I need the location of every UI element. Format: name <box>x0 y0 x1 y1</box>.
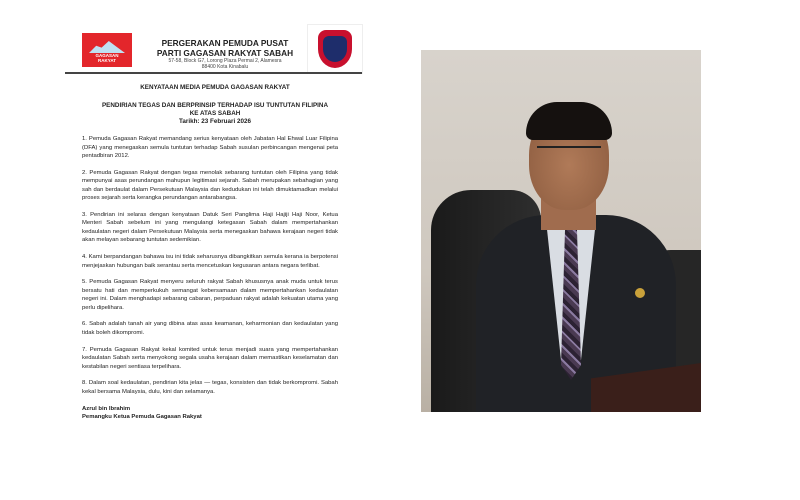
paragraph: 3. Pendirian ini selaras dengan kenyataan Datuk Seri Panglima Haji Hajiji Haji Noor, Ketua Menteri Sabah sebelum ini yang mengulangi ketegasan Sabah dalam mempertahankan kedaulatan negeri dalam Persekutuan Malaysia serta menegaskan bahawa kerajaan negeri tidak akan melayan sebarang tuntutan sedemikian. <box>82 211 338 244</box>
lapel-pin <box>635 288 645 298</box>
paragraph: 2. Pemuda Gagasan Rakyat dengan tegas menolak sebarang tuntutan oleh Filipina yang tidak mempunyai asas perundangan mahupun legitimasi sejarah. Sabah merupakan sebahagian yang sah dan berdaulat dalam Persekutuan Malaysia dan kedudukan ini telah dimuktamadkan melalui proses sejarah serta kerangka perundangan antarabangsa. <box>82 169 338 202</box>
paragraph: 7. Pemuda Gagasan Rakyat kekal komited untuk terus menjadi suara yang mempertahankan kedaulatan Sabah serta menyokong segala usaha kerajaan dalam memastikan keselamatan dan kestabilan negeri sentiasa terpelihara. <box>82 346 338 370</box>
signature-position: Pemangku Ketua Pemuda Gagasan Rakyat <box>82 414 202 420</box>
letterhead <box>135 38 315 70</box>
paragraph: 1. Pemuda Gagasan Rakyat memandang serius kenyataan oleh Jabatan Hal Ehwal Luar Filipina (DFA) yang menegaskan semula tuntutan terhadap Sabah susulan perbincangan mengenai peta pentadbiran 2012. <box>82 136 338 159</box>
statement-date: Tarikh: 23 Februari 2026 <box>179 118 251 125</box>
org-line1: PERGERAKAN PEMUDA PUSAT <box>161 38 289 48</box>
statement-body <box>82 135 338 422</box>
press-statement-document <box>65 20 365 470</box>
org-line2: PARTI GAGASAN RAKYAT SABAH <box>156 48 294 58</box>
title-line1: PENDIRIAN TEGAS DAN BERPRINSIP TERHADAP ISU TUNTUTAN FILIPINA <box>101 102 328 109</box>
title-line2: KE ATAS SABAH <box>189 110 241 117</box>
paragraph: 6. Sabah adalah tanah air yang dibina atas asas keamanan, keharmonian dan kedaulatan yang tidak boleh dikompromi. <box>82 321 338 336</box>
signature-name: Azrul bin Ibrahim <box>82 405 131 412</box>
paragraph: 8. Dalam soal kedaulatan, pendirian kita jelas — tegas, konsisten dan tidak berkompromi. Sabah kekal bersama Malaysia, dulu, kini dan selamanya. <box>82 380 338 395</box>
glasses <box>537 146 601 158</box>
header-divider <box>65 72 362 74</box>
pemuda-shield-logo <box>307 24 363 74</box>
paragraph: 4. Kami berpandangan bahawa isu ini tidak seharusnya dibangkitkan semula kerana ia berpotensi menjejaskan hubungan baik serantau serta mencetuskan kegusaran antara negara terlibat. <box>82 254 338 269</box>
statement-heading: KENYATAAN MEDIA PEMUDA GAGASAN RAKYAT <box>140 84 290 91</box>
hair <box>526 102 612 140</box>
address-line2: 88400 Kota Kinabalu <box>201 64 249 70</box>
gagasan-rakyat-logo: GAGASAN RAKYAT <box>82 33 132 67</box>
address-line1: 57-58, Block G7, Lorong Plaza Permai 2, Alamesra <box>168 58 282 64</box>
paragraph: 5. Pemuda Gagasan Rakyat menyeru seluruh rakyat Sabah khususnya anak muda untuk terus bersatu hati dan memperkukuh semangat kebersamaan dalam mempertahankan kedaulatan negeri ini. Dalam menghadapi sebarang cabaran, perpaduan rakyat adalah kekuatan utama yang perlu dipelihara. <box>82 279 338 311</box>
portrait-photo <box>421 50 701 412</box>
